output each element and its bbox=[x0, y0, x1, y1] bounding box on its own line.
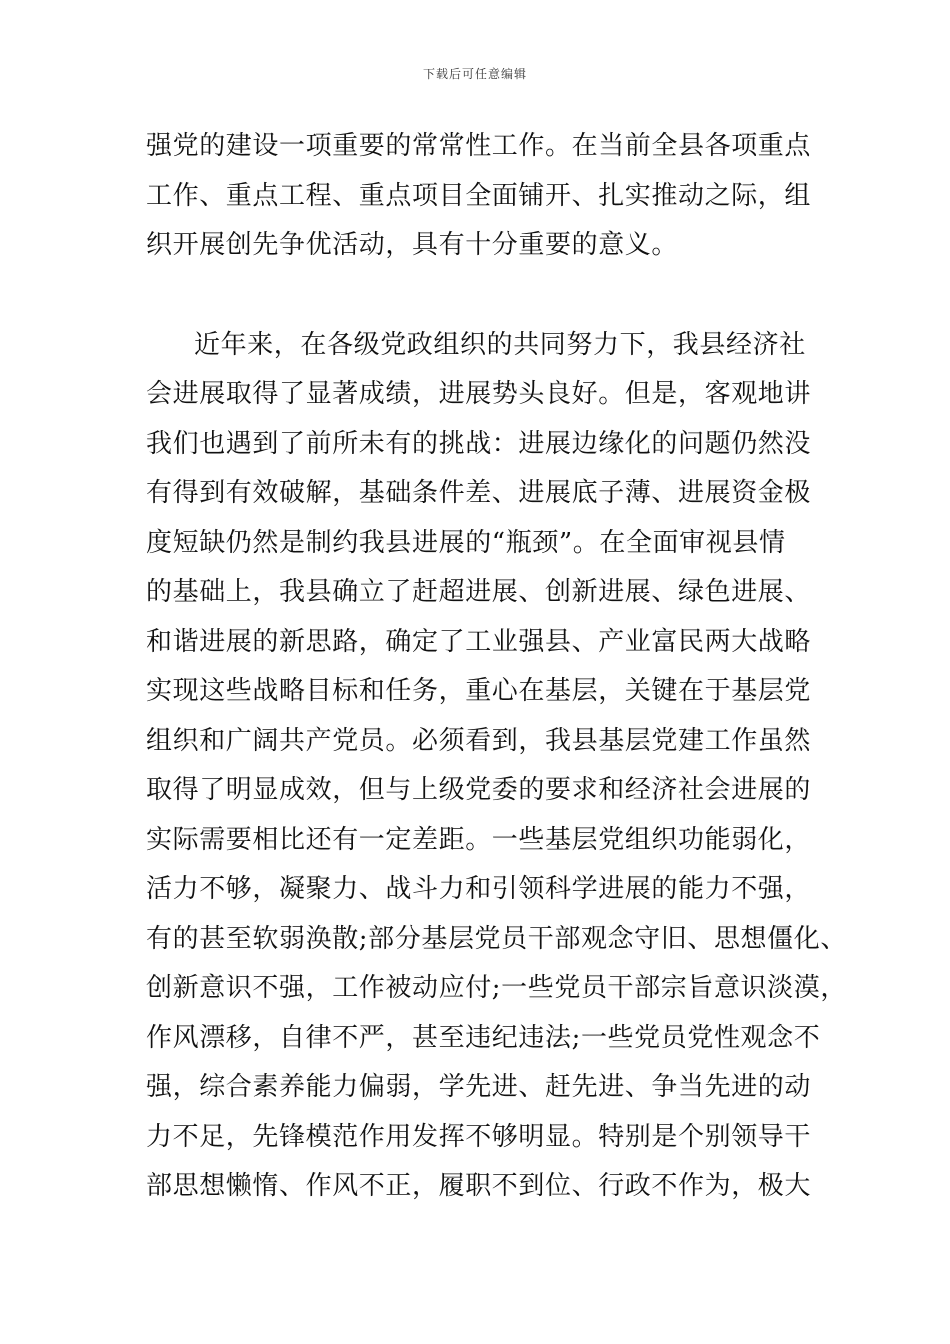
paragraph-line: 取得了明显成效，但与上级党委的要求和经济社会进展的 bbox=[146, 775, 812, 805]
paragraph-line: 实际需要相比还有一定差距。一些基层党组织功能弱化， bbox=[146, 824, 812, 855]
paragraph-line: 我们也遇到了前所未有的挑战：进展边缘化的问题仍然没 bbox=[146, 428, 812, 459]
paragraph-line: 组织和广阔共产党员。必须看到，我县基层党建工作虽然 bbox=[146, 725, 812, 756]
paragraph-line: 作风漂移，自律不严，甚至违纪违法;一些党员党性观念不 bbox=[146, 1022, 821, 1053]
paragraph-line: 有的甚至软弱涣散;部分基层党员干部观念守旧、思想僵化、 bbox=[146, 923, 847, 954]
paragraph-line: 会进展取得了显著成绩，进展势头良好。但是，客观地讲 bbox=[146, 379, 812, 409]
paragraph-1 bbox=[146, 122, 816, 271]
document-body bbox=[146, 122, 847, 1212]
paragraph-spacer bbox=[146, 271, 816, 321]
page-header: 下载后可任意编辑 bbox=[422, 67, 527, 81]
paragraph-line: 力不足，先锋模范作用发挥不够明显。特别是个别领导干 bbox=[146, 1121, 812, 1152]
paragraph-line: 实现这些战略目标和任务，重心在基层，关键在于基层党 bbox=[146, 676, 812, 706]
paragraph-line: 部思想懒惰、作风不正，履职不到位、行政不作为，极大 bbox=[146, 1171, 812, 1201]
paragraph-line: 织开展创先争优活动，具有十分重要的意义。 bbox=[146, 230, 679, 260]
paragraph-line: 度短缺仍然是制约我县进展的“瓶颈”。在全面审视县情 bbox=[146, 527, 786, 558]
paragraph-line: 的基础上，我县确立了赶超进展、创新进展、绿色进展、 bbox=[146, 577, 812, 607]
paragraph-line: 活力不够，凝聚力、战斗力和引领科学进展的能力不强， bbox=[146, 874, 812, 904]
paragraph-line: 有得到有效破解，基础条件差、进展底子薄、进展资金极 bbox=[146, 478, 812, 508]
paragraph-line: 和谐进展的新思路，确定了工业强县、产业富民两大战略 bbox=[146, 626, 812, 657]
paragraph-line: 工作、重点工程、重点项目全面铺开、扎实推动之际，组 bbox=[146, 180, 812, 211]
paragraph-line: 强，综合素养能力偏弱，学先进、赶先进、争当先进的动 bbox=[146, 1072, 812, 1102]
paragraph-line: 近年来，在各级党政组织的共同努力下，我县经济社 bbox=[194, 329, 806, 360]
paragraph-line: 强党的建设一项重要的常常性工作。在当前全县各项重点 bbox=[146, 131, 812, 161]
paragraph-2 bbox=[146, 321, 847, 1212]
paragraph-line: 创新意识不强，工作被动应付;一些党员干部宗旨意识淡漠， bbox=[146, 973, 847, 1003]
